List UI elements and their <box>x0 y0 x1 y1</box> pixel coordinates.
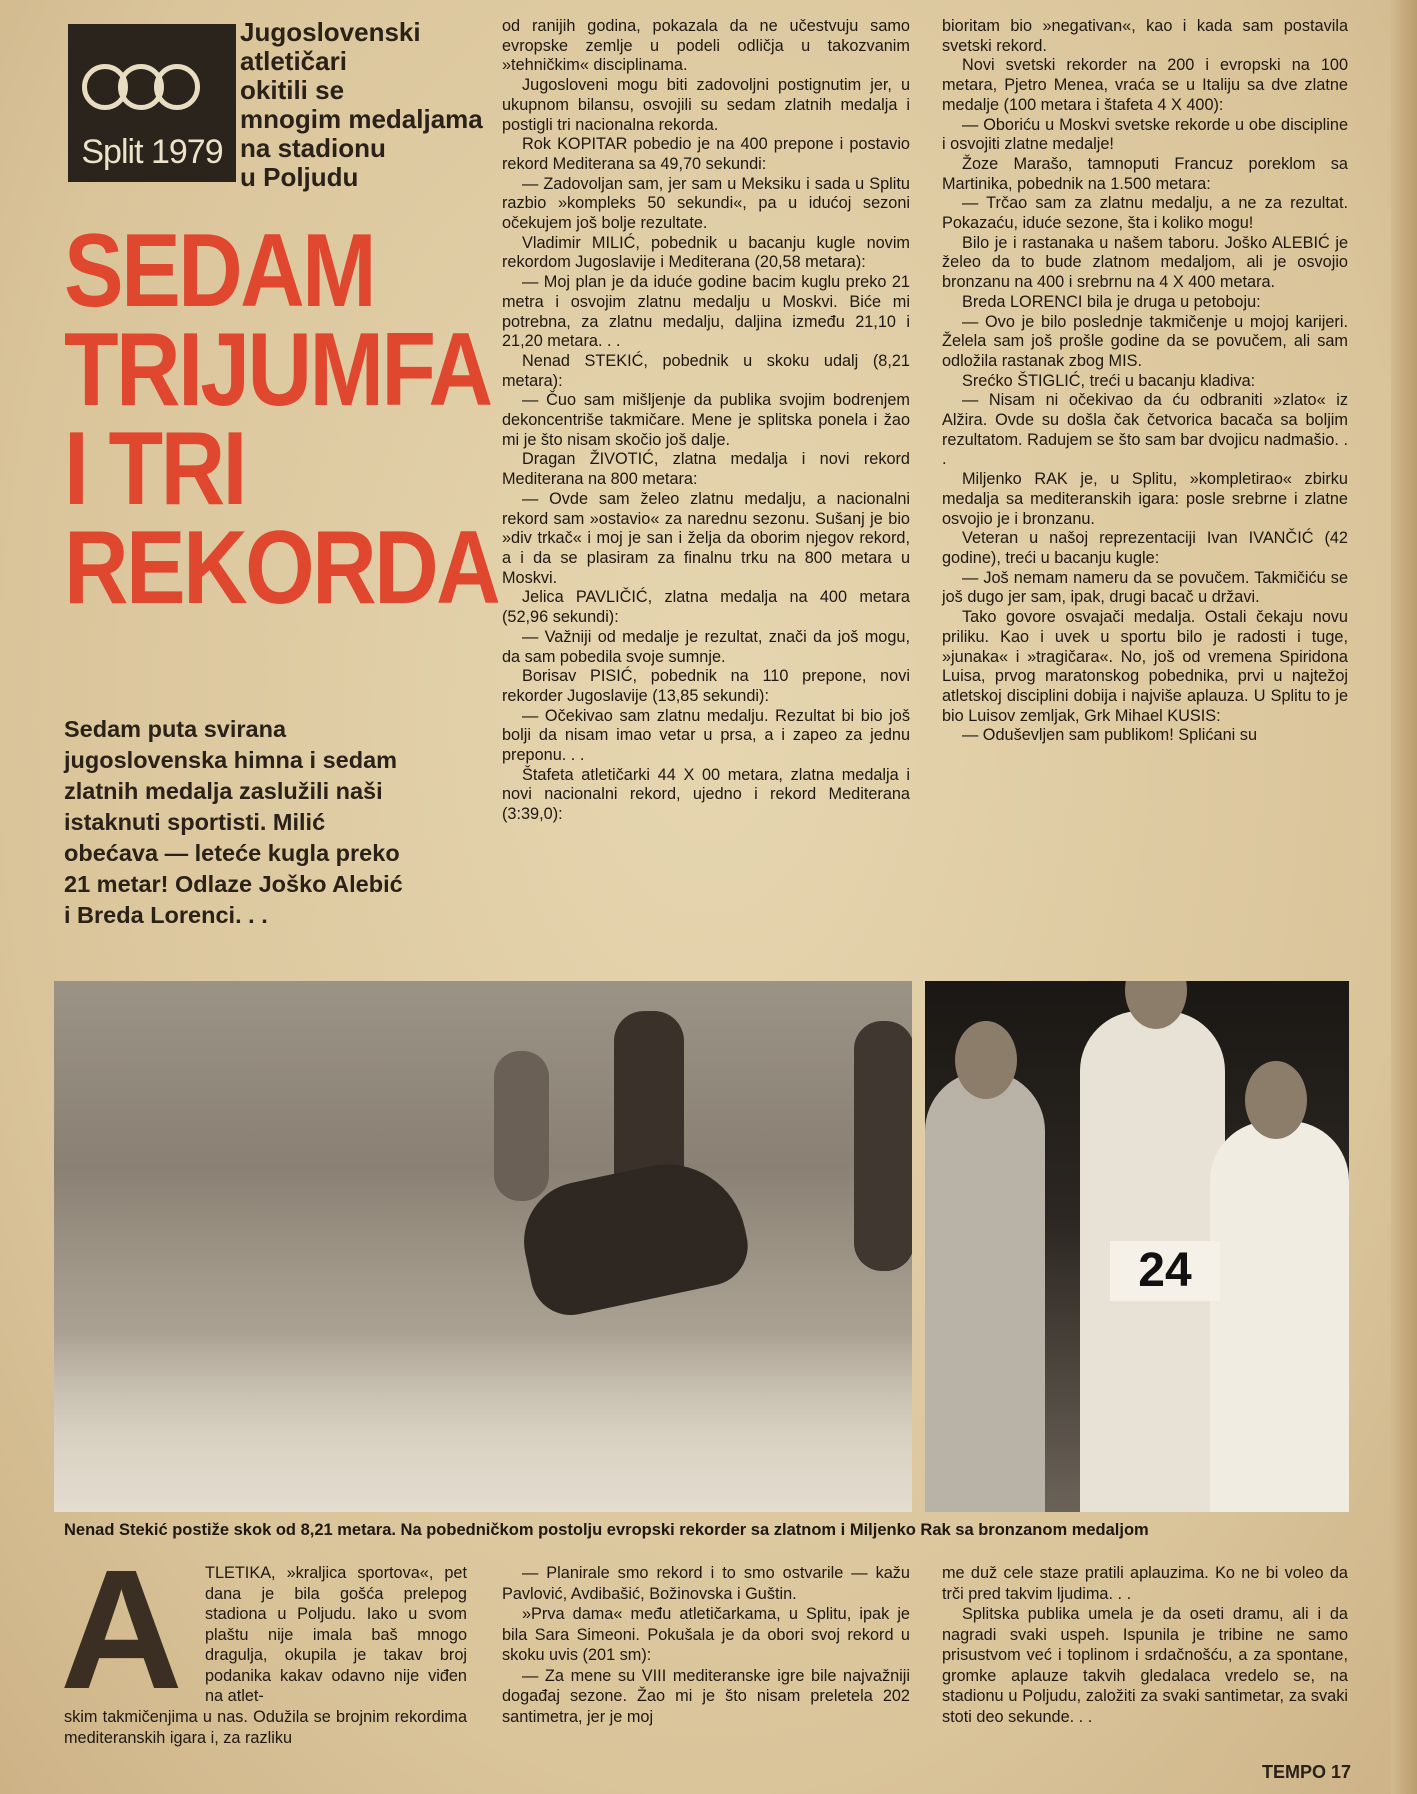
long-jump-photo <box>54 981 912 1512</box>
paragraph: — Trčao sam za zlatnu medalju, a ne za rezultat. Pokazaću, iduće sezone, šta i koliko mogu! <box>942 194 1348 233</box>
headline <box>64 213 499 626</box>
paragraph: Dragan ŽIVOTIĆ, zlatna medalja i novi rekord Mediterana na 800 metara: <box>502 450 910 489</box>
paragraph: od ranijih godina, pokazala da ne učestvuju samo evropske zemlje u podeli odličja u takozvanim »tehničkim« disciplinama. <box>502 17 910 75</box>
column-1 <box>502 17 910 825</box>
drop-cap: A <box>60 1535 183 1725</box>
paragraph: — Zadovoljan sam, jer sam u Meksiku i sada u Splitu razbio »kompleks 50 sekundi«, pa u idućoj sezoni očekujem još bolje rezultate. <box>502 174 910 233</box>
paragraph: Vladimir MILIĆ, pobednik u bacanju kugle novim rekordom Jugoslavije i Mediterana (20,58 metara): <box>502 233 910 272</box>
kicker-line: mnogim medaljama <box>240 104 483 134</box>
spectator-figure <box>494 1051 549 1201</box>
paragraph: — Očekivao sam zlatnu medalju. Rezultat bi bio još bolji da nisam imao vetar u prsa, a i zapeo za jednu preponu. . . <box>502 706 910 765</box>
paragraph: — Moj plan je da iduće godine bacim kuglu preko 21 metra i osvojim zlatnu medalju u Moskvi. Biće mi potrebna, za zlatnu medalju, daljina između 21,10 i 21,20 metara. . . <box>502 273 910 351</box>
paragraph: bioritam bio »negativan«, kao i kada sam postavila svetski rekord. <box>942 17 1348 55</box>
paragraph: Breda LORENCI bila je druga u petoboju: <box>962 292 1261 311</box>
paragraph: Splitska publika umela je da oseti dramu, ali i da nagradi svaki uspeh. Ispunila je tribine ne samo prisustvom već i toplinom i srdačnošću, a za spontane, gromke aplauze takvih gledalaca vredelo se, na stadionu u Poljudu, založiti za svaki santimetar, za svaki stoti deo sekunde. . . <box>942 1605 1348 1726</box>
kicker-line: atletičari <box>240 46 347 76</box>
paragraph: Rok KOPITAR pobedio je na 400 prepone i postavio rekord Mediterana sa 49,70 sekundi: <box>502 135 910 173</box>
column-2 <box>942 17 1348 746</box>
athlete-head <box>955 1021 1017 1099</box>
paragraph: Štafeta atletičarki 44 X 00 metara, zlatna medalja i novi nacionalni rekord, ujedno i rekord Mediterana (3:39,0): <box>502 765 910 824</box>
paragraph: Miljenko RAK je, u Splitu, »kompletirao« zbirku medalja sa mediteranskih igara: posle srebrne i zlatne osvojio je i bronzanu. <box>942 470 1348 528</box>
athlete-head <box>1245 1061 1307 1139</box>
paragraph: — Ovde sam želeo zlatnu medalju, a nacionalni rekord sam »ostavio« za narednu sezonu. Sušanj je bio »div trkač« i moj je san i želja da oborim njegov rekord, a i da se plasiram za finalnu trku na 800 metara u Moskvi. <box>502 489 910 587</box>
logo-text: Split 1979 <box>81 133 223 171</box>
athlete-figure <box>925 1071 1045 1512</box>
paragraph: Srećko ŠTIGLIĆ, treći u bacanju kladiva: <box>962 371 1256 390</box>
kicker-line: u Poljudu <box>240 162 359 192</box>
headline-line: TRIJUMFA <box>64 312 491 428</box>
paragraph: — Oduševljen sam publikom! Splićani su <box>962 726 1258 745</box>
paragraph: Bilo je i rastanaka u našem taboru. Joško ALEBIĆ je želeo da to bude zlatnom medaljom, ali je osvojio bronzanu na 400 i srebrnu na 4 X 400 metara. <box>942 233 1348 292</box>
headline-line: REKORDA <box>64 510 499 626</box>
paragraph: — Za mene su VIII mediteranske igre bile najvažniji događaj sezone. Žao mi je što nisam preletela 202 santimetra, jer je moj <box>502 1666 910 1726</box>
paragraph: Veteran u našoj reprezentaciji Ivan IVANČIĆ (42 godine), treći u bacanju kugle: <box>942 529 1348 567</box>
athlete-figure <box>1210 1121 1349 1512</box>
body-column-1-bottom: skim takmičenjima u nas. Odužila se brojnim rekordima mediteranskih igara i, za razliku <box>64 1708 467 1747</box>
paragraph: Tako govore osvajači medalja. Ostali čekaju novu priliku. Kao i uvek u sportu bilo je radosti i tuge, »junaka« i »tragičara«. No, još od vremena Spiridona Luisa, prvog maratonskog pobednika, prvi u najtežoj atletskoj disciplini dobija i najviše aplauza. U Splitu to je bio Luisov zemljak, Grk Mihael KUSIS: <box>942 608 1348 725</box>
race-bib: 24 <box>1110 1241 1220 1301</box>
paragraph: Nenad STEKIĆ, pobednik u skoku udalj (8,21 metara): <box>502 351 910 390</box>
paragraph: »Prva dama« među atletičarkama, u Splitu, ipak je bila Sara Simeoni. Pokušala je da obori svoj rekord u skoku uvis (201 sm): <box>502 1605 910 1664</box>
kicker-line: Jugoslovenski <box>240 17 421 47</box>
paragraph: Jelica PAVLIČIĆ, zlatna medalja na 400 metara (52,96 sekundi): <box>502 588 910 627</box>
paragraph: — Ovo je bilo poslednje takmičenje u mojoj karijeri. Želela sam još prošle godine da se povučem, ali sam odložila rastanak zbog MIS. <box>942 312 1348 370</box>
headline-line: I TRI <box>64 411 245 527</box>
paragraph: — Čuo sam mišljenje da publika svojim bodrenjem dekoncentriše takmičare. Mene je splitska ponela i žao mi je što nisam skočio još dalje. <box>502 391 910 449</box>
paragraph: — Važniji od medalje je rezultat, znači da još mogu, da sam pobedila svoje sumnje. <box>502 627 910 666</box>
paragraph: — Oboriću u Moskvi svetske rekorde u obe discipline i osvojiti zlatne medalje! <box>942 115 1348 154</box>
paragraph: — Još nemam nameru da se povučem. Takmičiću se još dugo jer sam, ipak, drugi bacač u državi. <box>942 568 1348 607</box>
paragraph: — Planirale smo rekord i to smo ostvarile — kažu Pavlović, Avdibašić, Božinovska i Guštin. <box>502 1564 910 1603</box>
paragraph: — Nisam ni očekivao da ću odbraniti »zlato« iz Alžira. Ovde su došla čak četvorica bacača sa boljim rezultatom. Radujem se što sam bar dvojicu nadmašio. . . <box>942 391 1348 469</box>
olympic-rings-logo <box>68 24 236 182</box>
kicker-line: na stadionu <box>240 133 386 163</box>
photo-caption: Nenad Stekić postiže skok od 8,21 metara. Na pobedničkom postolju evropski rekorder sa zlatnom i Miljenko Rak sa bronzanom medaljom <box>64 1521 1149 1539</box>
paragraph: Žoze Marašo, tamnoputi Francuz poreklom sa Martinika, pobednik na 1.500 metara: <box>942 154 1348 193</box>
page-edge <box>1391 0 1417 1794</box>
lead-paragraph: Sedam puta svirana jugoslovenska himna i sedam zlatnih medalja zaslužili naši istaknuti sportisti. Milić obećava — leteće kugla preko 21 metar! Odlaze Joško Alebić i Breda Lorenci. . . <box>64 716 403 928</box>
paragraph: me duž cele staze pratili aplauzima. Ko ne bi voleo da trči pred takvim ljudima. . . <box>942 1564 1348 1603</box>
paragraph: Borisav PISIĆ, pobednik na 110 prepone, novi rekorder Jugoslavije (13,85 sekundi): <box>502 667 910 705</box>
body-column-3 <box>942 1563 1348 1727</box>
headline-line: SEDAM <box>64 213 375 329</box>
kicker <box>240 18 500 192</box>
page-footer: TEMPO 17 <box>1262 1762 1352 1782</box>
paragraph: Novi svetski rekorder na 200 i evropski na 100 metara, Pjetro Menea, vraća se u Italiju sa dve zlatne medalje (100 metara i štafeta 4 X 400): <box>942 56 1348 114</box>
jumper-figure <box>513 1150 755 1323</box>
paragraph: Jugosloveni mogu biti zadovoljni postignutim jer, u ukupnom bilansu, osvojili su sedam zlatnih medalja i postigli tri nacionalna rekorda. <box>502 76 910 134</box>
sand-pit <box>54 1332 912 1512</box>
podium-photo <box>925 981 1349 1512</box>
rings-icon <box>82 64 190 110</box>
kicker-line: okitili se <box>240 75 345 105</box>
official-figure <box>854 1021 912 1271</box>
body-column-2 <box>502 1563 910 1727</box>
body-column-1-top: TLETIKA, »kraljica sportova«, pet dana je bila gošća prelepog stadiona u Poljudu. Iako u svom plaštu nije imala baš mnogo dragulja, okupila je takav broj podanika kakav odavno nije viđen na atlet- <box>205 1564 467 1705</box>
